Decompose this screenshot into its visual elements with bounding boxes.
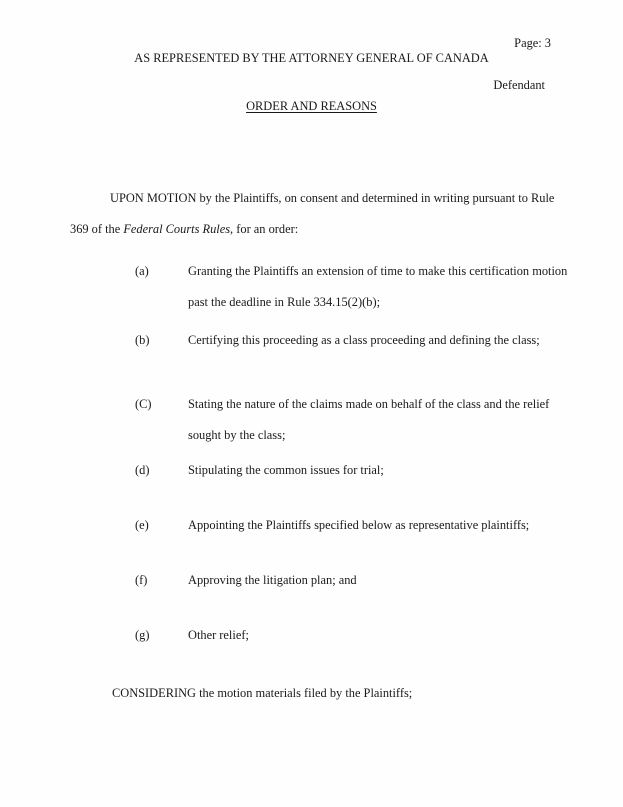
list-item-text-line: Certifying this proceeding as a class proceeding and defining the class; xyxy=(188,333,540,347)
list-item-text xyxy=(188,573,563,604)
list-item-text-line: Stipulating the common issues for trial; xyxy=(188,463,384,477)
list-item-text xyxy=(188,463,563,494)
list-item-label: (g) xyxy=(135,628,150,642)
list-item-label: (e) xyxy=(135,518,149,532)
considering-clause: CONSIDERING the motion materials filed by the Plaintiffs; xyxy=(112,686,413,700)
opening-line2-post: , for an order: xyxy=(230,222,299,236)
party-name-line: AS REPRESENTED BY THE ATTORNEY GENERAL OF CANADA xyxy=(134,51,489,65)
list-item-label: (a) xyxy=(135,264,149,278)
list-item-text-line: Approving the litigation plan; and xyxy=(188,573,357,587)
list-item-label: (d) xyxy=(135,463,150,477)
list-item-label: (b) xyxy=(135,333,150,347)
list-item-text xyxy=(188,333,563,364)
list-item-label: (f) xyxy=(135,573,148,587)
list-item-c xyxy=(135,397,563,459)
list-item-label: (C) xyxy=(135,397,152,411)
list-item-text-line: Other relief; xyxy=(188,628,249,642)
list-item-d xyxy=(135,463,563,494)
document-title: ORDER AND REASONS xyxy=(246,99,377,113)
list-item-text-line: past the deadline in Rule 334.15(2)(b); xyxy=(188,295,381,309)
opening-paragraph-line-1: UPON MOTION by the Plaintiffs, on consent and determined in writing pursuant to Rule xyxy=(110,191,555,205)
list-item-b xyxy=(135,333,563,364)
list-item-f xyxy=(135,573,563,604)
list-item-text xyxy=(188,518,563,549)
list-item-e xyxy=(135,518,563,549)
opening-line2-pre: 369 of the xyxy=(70,222,124,236)
list-item-text-line: Stating the nature of the claims made on behalf of the class and the relief xyxy=(188,397,550,411)
list-item-text-line: Appointing the Plaintiffs specified below as representative plaintiffs; xyxy=(188,518,530,532)
list-item-g xyxy=(135,628,563,659)
list-item-text-line: sought by the class; xyxy=(188,428,286,442)
opening-paragraph-line-2 xyxy=(70,222,298,237)
page-number: Page: 3 xyxy=(514,36,551,50)
list-item-text xyxy=(188,264,568,326)
party-role-label: Defendant xyxy=(493,78,545,92)
list-item-text xyxy=(188,397,563,459)
list-item-a xyxy=(135,264,568,326)
statute-name-italic: Federal Courts Rules xyxy=(123,222,231,236)
list-item-text xyxy=(188,628,563,659)
list-item-text-line: Granting the Plaintiffs an extension of time to make this certification motion xyxy=(188,264,568,278)
